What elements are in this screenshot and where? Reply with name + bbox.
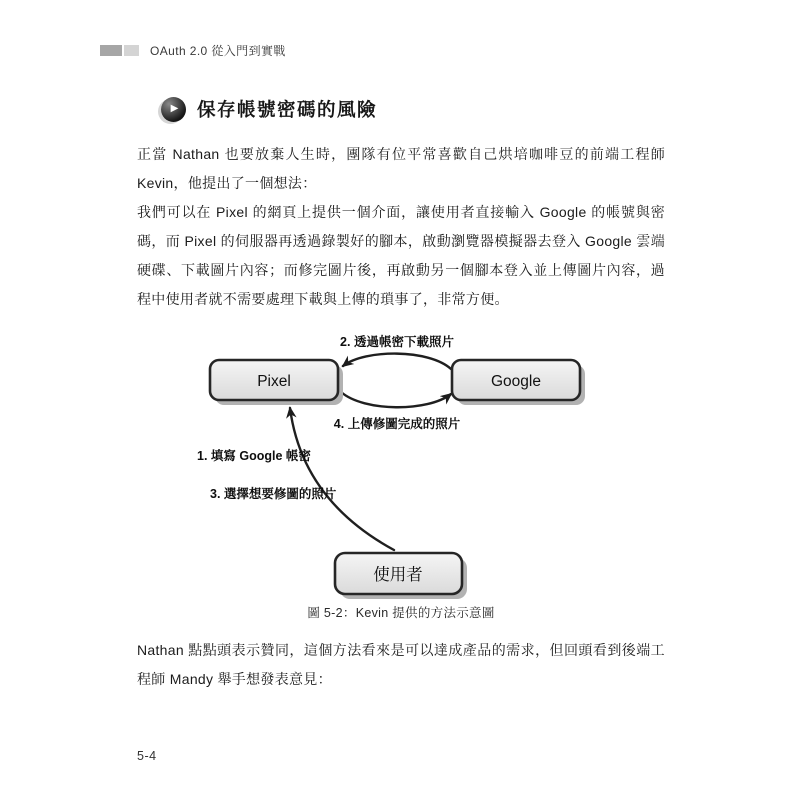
play-arrow-icon: ▶: [161, 97, 186, 122]
node-google: [452, 360, 585, 405]
step1-label: 1. 填寫 Google 帳密: [197, 449, 311, 463]
step3-label: 3. 選擇想要修圖的照片: [210, 487, 337, 501]
section-heading: [161, 96, 377, 122]
node-google-label: Google: [491, 373, 541, 390]
figure-caption: 圖 5-2：Kevin 提供的方法示意圖: [307, 606, 495, 620]
paragraph-2: 我們可以在 Pixel 的網頁上提供一個介面，讓使用者直接輸入 Google 的帳號與密碼，而 Pixel 的伺服器再透過錄製好的腳本，啟動瀏覽器模擬器去登入 Google 雲端硬碟、下載圖片內容；而修完圖片後，再啟動另一個腳本登入並上傳圖片內容，過程中使用者就不需要處理下載與上傳的瑣事了，非常方便。: [137, 204, 665, 307]
node-pixel-label: Pixel: [257, 373, 291, 390]
book-title: OAuth 2.0 從入門到實戰: [150, 44, 286, 58]
step4-label: 4. 上傳修圖完成的照片: [333, 417, 461, 431]
node-user-label: 使用者: [373, 566, 423, 584]
node-pixel: [210, 360, 343, 405]
page-header: [100, 42, 286, 59]
node-user: [335, 553, 467, 599]
paragraph-1: 正當 Nathan 也要放棄人生時，團隊有位平常喜歡自己烘培咖啡豆的前端工程師 Kevin，他提出了一個想法：: [137, 146, 665, 191]
header-mark-light: [124, 45, 139, 56]
page-number: 5-4: [137, 749, 157, 763]
arrow-download-photos: [343, 354, 451, 369]
arrow-upload-photos: [341, 392, 451, 407]
header-mark-dark: [100, 45, 122, 56]
paragraph-3: Nathan 點點頭表示贊同，這個方法看來是可以達成產品的需求，但回頭看到後端工程師 Mandy 舉手想發表意見：: [137, 642, 665, 687]
figure-diagram: [0, 328, 800, 602]
step2-label: 2. 透過帳密下載照片: [340, 335, 454, 349]
section-title: 保存帳號密碼的風險: [197, 99, 378, 120]
